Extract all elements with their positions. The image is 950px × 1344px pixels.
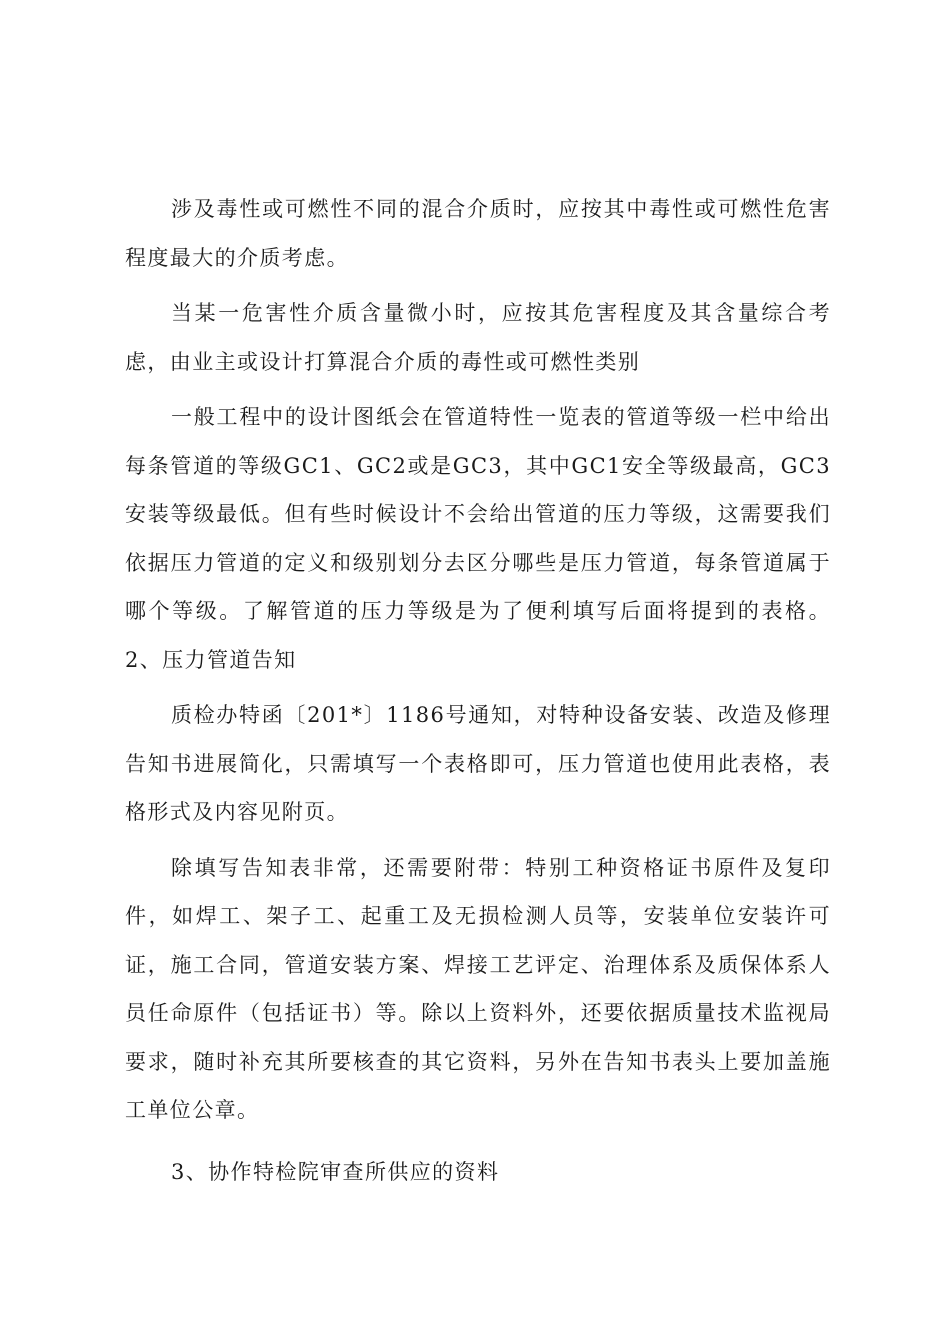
paragraph-trace-hazard: 当某一危害性介质含量微小时，应按其危害程度及其含量综合考虑，由业主或设计打算混合介质的毒性或可燃性类别 [125,301,831,374]
document-body [125,185,831,1196]
paragraph-pipe-grade: 一般工程中的设计图纸会在管道特性一览表的管道等级一栏中给出每条管道的等级GC1、GC2或是GC3，其中GC1安全等级最高，GC3安装等级最低。但有些时候设计不会给出管道的压力等级，这需要我们依据压力管道的定义和级别划分去区分哪些是压力管道，每条管道属于哪个等级。了解管道的压力等级是为了便利填写后面将提到的表格。2、压力管道告知 [125,405,831,672]
paragraph-attachments: 除填写告知表非常，还需要附带：特别工种资格证书原件及复印件，如焊工、架子工、起重工及无损检测人员等，安装单位安装许可证，施工合同，管道安装方案、焊接工艺评定、治理体系及质保体系人员任命原件（包括证书）等。除以上资料外，还要依据质量技术监视局要求，随时补充其所要核查的其它资料，另外在告知书表头上要加盖施工单位公章。 [125,855,831,1122]
paragraph-mixed-medium: 涉及毒性或可燃性不同的混合介质时，应按其中毒性或可燃性危害程度最大的介质考虑。 [125,197,831,270]
paragraph-notice-form: 质检办特函〔201*〕1186号通知，对特种设备安装、改造及修理告知书进展简化，只需填写一个表格即可，压力管道也使用此表格，表格形式及内容见附页。 [125,703,831,824]
section-heading-review: 3、协作特检院审查所供应的资料 [171,1159,500,1184]
